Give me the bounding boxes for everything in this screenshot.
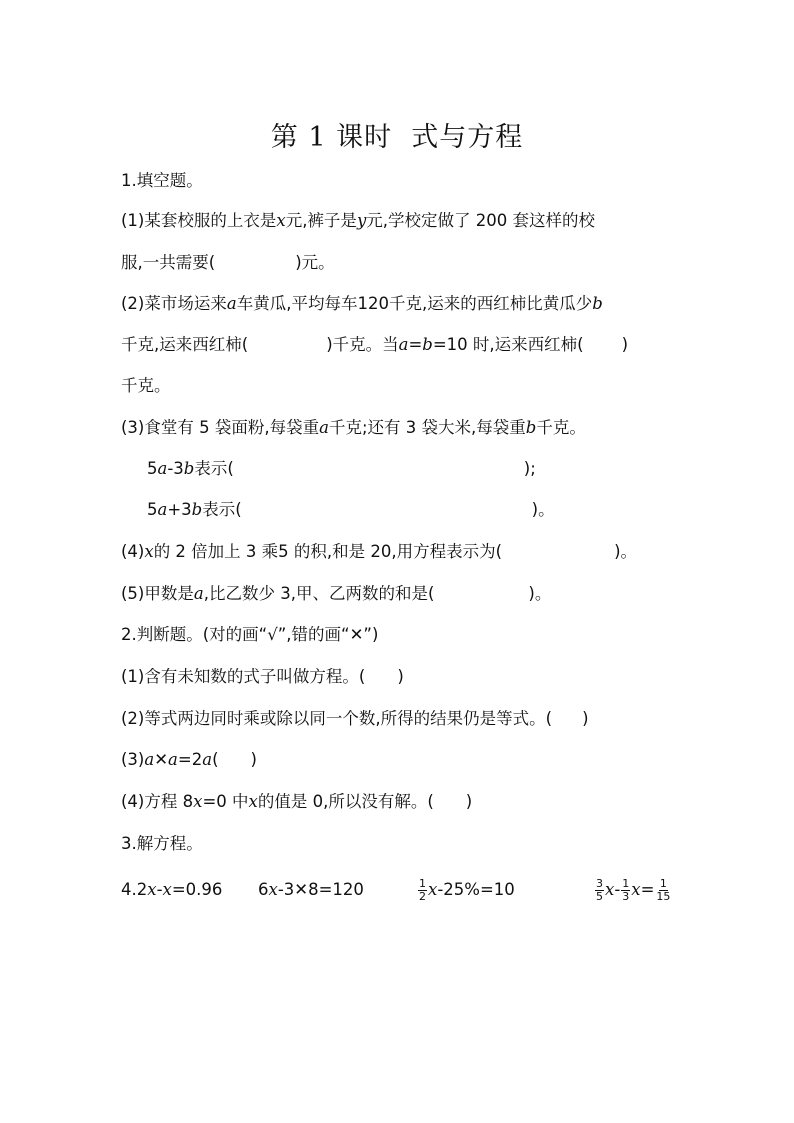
fraction: $\frac{3}{5}$ (596, 876, 603, 903)
fraction: $\frac{1}{2}$ (419, 876, 426, 903)
q2-4: (4)方程 8x=0 中x的值是 0,所以没有解。( ) (121, 792, 473, 811)
equation-row (121, 872, 681, 908)
section1-heading: 1.填空题。 (121, 171, 203, 190)
q2-3: (3)a✕a=2a( ) (121, 750, 257, 769)
equation-4: $\frac{3}{5}$ x - $\frac{1}{3}$ x = $\frac{1}{15}$ (596, 876, 671, 903)
q1-1-line1: (1)某套校服的上衣是x元,裤子是y元,学校定做了 200 套这样的校 (121, 211, 595, 230)
q1-3-expr2: 5a+3b表示( )。 (147, 500, 555, 519)
q2-2: (2)等式两边同时乘或除以同一个数,所得的结果仍是等式。( ) (121, 709, 589, 728)
q1-2-line1: (2)菜市场运来a车黄瓜,平均每车120千克,运来的西红柿比黄瓜少b (121, 294, 603, 313)
fraction: $\frac{1}{3}$ (622, 876, 630, 903)
section2-heading: 2.判断题。(对的画“√”,错的画“✕”) (121, 625, 379, 644)
q1-3-expr1: 5a-3b表示( ); (147, 459, 536, 478)
q1-1-line2: 服,一共需要( )元。 (121, 253, 335, 272)
q1-3-line1: (3)食堂有 5 袋面粉,每袋重a千克;还有 3 袋大米,每袋重b千克。 (121, 418, 586, 437)
q1-2-line3: 千克。 (121, 376, 171, 395)
q1-4: (4)x的 2 倍加上 3 乘5 的积,和是 20,用方程表示为( )。 (121, 542, 638, 561)
page-title: 第 1 课时 式与方程 (270, 122, 524, 153)
equation-2: 6 x -3✕8=120 (258, 880, 364, 899)
equation-1: 4. 2 x - x =0.96 (121, 880, 223, 899)
equation-3: $\frac{1}{2}$ x -25%=10 (419, 876, 515, 903)
q1-5: (5)甲数是a,比乙数少 3,甲、乙两数的和是( )。 (121, 584, 552, 603)
section3-heading: 3.解方程。 (121, 834, 203, 853)
q2-1: (1)含有未知数的式子叫做方程。( ) (121, 667, 404, 686)
fraction: $\frac{1}{15}$ (656, 876, 671, 903)
q1-2-line2: 千克,运来西红柿( )千克。当a=b=10 时,运来西红柿( ) (121, 335, 629, 354)
